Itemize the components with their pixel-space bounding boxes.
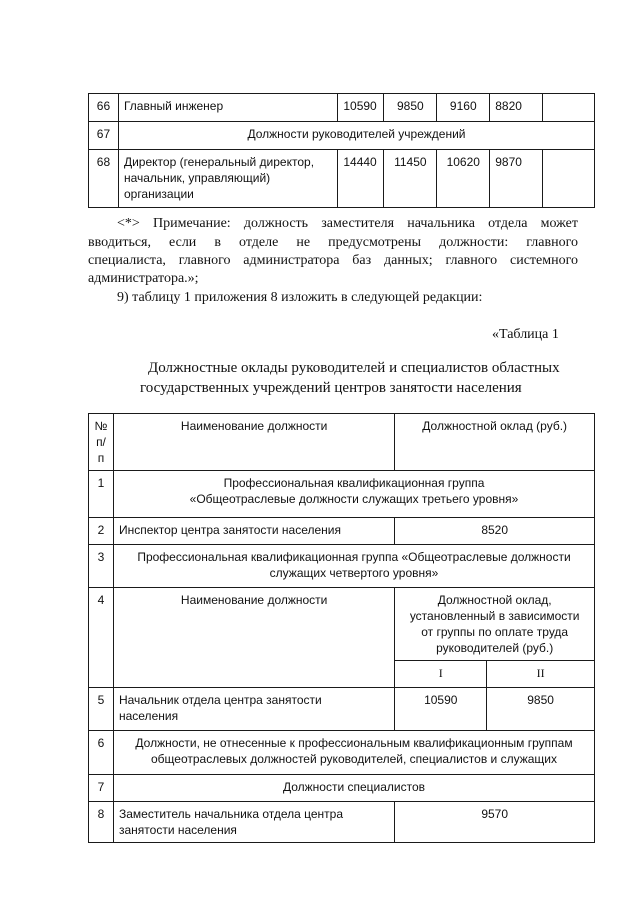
row-number: 67 bbox=[89, 122, 119, 150]
table-label: «Таблица 1 bbox=[492, 327, 559, 342]
footnote-line: специалиста, главного администратора баз данных; главного системного bbox=[88, 253, 578, 268]
salary-table-continued bbox=[88, 93, 595, 208]
row-number: 4 bbox=[89, 588, 114, 688]
heading-line: общеотраслевых должностей руководителей, специалистов и служащих bbox=[150, 752, 557, 766]
heading-line: Профессиональная квалификационная группа «Общеотраслевые должности bbox=[137, 550, 571, 564]
position-name-line: Директор (генеральный директор, bbox=[123, 155, 315, 169]
table-row bbox=[89, 731, 595, 775]
table-row bbox=[89, 588, 595, 661]
heading-line: служащих четвертого уровня» bbox=[269, 566, 439, 580]
salary-cell: 9570 bbox=[395, 802, 595, 843]
qualification-group-heading bbox=[113, 545, 594, 588]
column-header-text: № bbox=[94, 419, 108, 433]
row-number: 5 bbox=[89, 688, 114, 731]
position-name-line: занятости населения bbox=[118, 823, 237, 837]
heading-line: «Общеотраслевые должности служащих третьего уровня» bbox=[189, 492, 519, 506]
position-name-line: начальник, управляющий) bbox=[123, 171, 271, 185]
section-heading: Должности руководителей учреждений bbox=[118, 122, 594, 150]
row-number: 1 bbox=[89, 471, 114, 518]
row-number: 8 bbox=[89, 802, 114, 843]
position-name-line: населения bbox=[118, 709, 179, 723]
table-title-line: Должностные оклады руководителей и специалистов областных bbox=[148, 360, 560, 376]
table-title-line: государственных учреждений центров занятости населения bbox=[140, 380, 522, 396]
salary-cell: 11450 bbox=[384, 150, 437, 208]
subheader-line: Должностной оклад, bbox=[437, 593, 552, 607]
column-header-salary: Должностной оклад (руб.) bbox=[395, 414, 595, 471]
salary-cell: 9850 bbox=[384, 94, 437, 122]
row-number: 66 bbox=[89, 94, 119, 122]
position-name bbox=[113, 688, 394, 731]
heading-line: Должности, не отнесенные к профессиональным квалификационным группам bbox=[135, 736, 573, 750]
subheader-line: установленный в зависимости bbox=[409, 609, 580, 623]
table-row bbox=[89, 775, 595, 802]
position-name: Инспектор центра занятости населения bbox=[113, 518, 394, 545]
group-column-header: I bbox=[395, 661, 487, 688]
table-row bbox=[89, 802, 595, 843]
position-name-line: организации bbox=[123, 187, 194, 201]
group-column-header: II bbox=[487, 661, 595, 688]
position-name-line: Заместитель начальника отдела центра bbox=[118, 807, 343, 821]
salary-cell bbox=[543, 150, 595, 208]
row-number: 6 bbox=[89, 731, 114, 775]
section-heading: Должности специалистов bbox=[113, 775, 594, 802]
salary-cell: 10620 bbox=[437, 150, 490, 208]
salary-cell: 8520 bbox=[395, 518, 595, 545]
table-row bbox=[89, 94, 595, 122]
qualification-group-heading bbox=[113, 471, 594, 518]
table-row bbox=[89, 545, 595, 588]
column-header-name: Наименование должности bbox=[113, 414, 394, 471]
salary-cell: 9850 bbox=[487, 688, 595, 731]
amendment-item: 9) таблицу 1 приложения 8 изложить в следующей редакции: bbox=[117, 290, 483, 305]
subheader-line: руководителей (руб.) bbox=[436, 641, 554, 655]
position-name: Главный инженер bbox=[118, 94, 337, 122]
salary-cell: 14440 bbox=[338, 150, 384, 208]
table-row bbox=[89, 122, 595, 150]
salary-table bbox=[88, 413, 595, 843]
heading-line: Профессиональная квалификационная группа bbox=[223, 476, 485, 490]
position-name bbox=[113, 802, 394, 843]
footnote-line: администратора.»; bbox=[88, 271, 199, 286]
salary-cell: 10590 bbox=[338, 94, 384, 122]
section-heading bbox=[113, 731, 594, 775]
salary-cell: 8820 bbox=[490, 94, 543, 122]
salary-cell: 9870 bbox=[490, 150, 543, 208]
footnote-line: вводиться, если в отделе не предусмотрены должности: главного bbox=[88, 235, 578, 250]
row-number: 3 bbox=[89, 545, 114, 588]
position-name-line: Начальник отдела центра занятости bbox=[118, 693, 322, 707]
salary-cell bbox=[543, 94, 595, 122]
column-header-number bbox=[89, 414, 114, 471]
salary-cell: 10590 bbox=[395, 688, 487, 731]
subheader-line: от группы по оплате труда bbox=[421, 625, 569, 639]
salary-cell: 9160 bbox=[437, 94, 490, 122]
footnote-line: <*> Примечание: должность заместителя начальника отдела может bbox=[117, 216, 578, 231]
footnote-paragraph bbox=[117, 216, 578, 232]
table-row bbox=[89, 688, 595, 731]
column-header-text: п/п bbox=[96, 435, 106, 465]
salary-subheader bbox=[395, 588, 595, 661]
row-number: 7 bbox=[89, 775, 114, 802]
position-name bbox=[118, 150, 337, 208]
table-row bbox=[89, 471, 595, 518]
row-number: 2 bbox=[89, 518, 114, 545]
table-row bbox=[89, 518, 595, 545]
row-number: 68 bbox=[89, 150, 119, 208]
column-subheader-name: Наименование должности bbox=[113, 588, 394, 688]
table-row bbox=[89, 150, 595, 208]
table-header-row bbox=[89, 414, 595, 471]
